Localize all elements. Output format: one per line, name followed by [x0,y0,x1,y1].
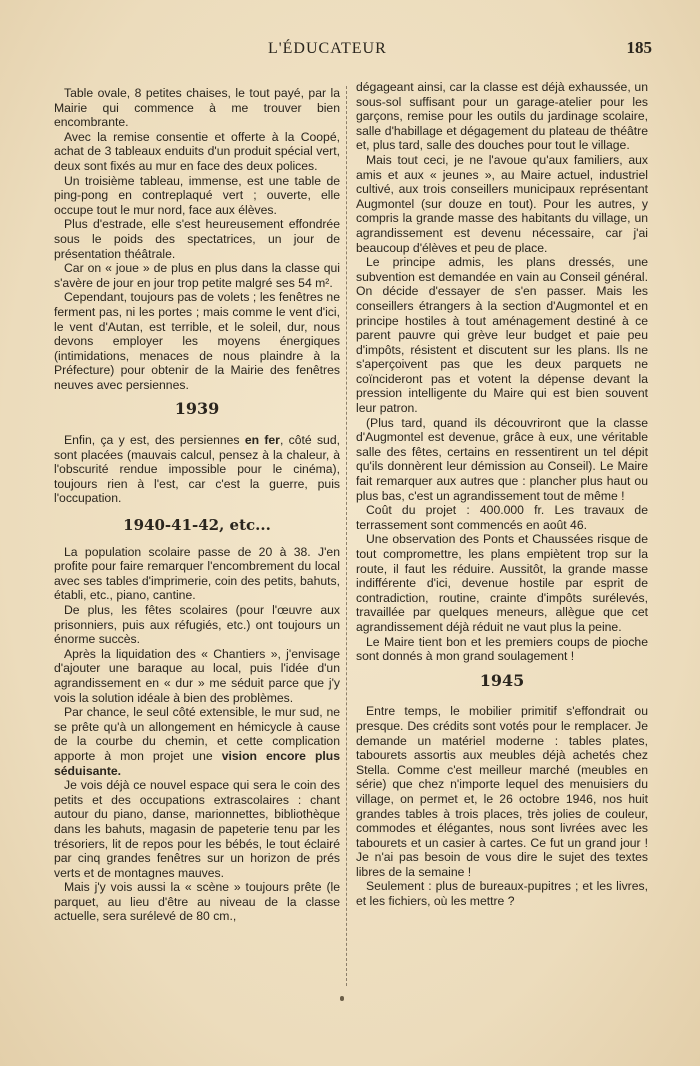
paragraph: Table ovale, 8 petites chaises, le tout payé, par la Mairie qui commence à me trouver bien encombrante. [54,86,340,130]
text-run: Par chance, le seul côté extensible, le mur sud, ne se prête qu'à un allongement en hémicycle à cause de la courbe du chemin, et cette complication apporte à mon projet une [54,705,340,763]
page-header [0,38,700,62]
paragraph: Entre temps, le mobilier primitif s'effondrait ou presque. Des crédits sont votés pour le remplacer. Je demande un matériel moderne : tables plates, tabourets assortis aux meubles déjà achetés chez Stella. Comme c'est meilleur marché (meubles en série) que chez n'importe lequel des menuisiers du village, on permet et, le 26 octobre 1946, nos huit grandes tables à trois places, très jolies de couleur, commodes et élégantes, nous sont livrées avec les tabourets et un casier à cartes. Ce fut un grand jour ! Je n'ai pas besoin de vous dire le sujet des textes libres de la semaine ! [356,704,648,879]
paragraph: dégageant ainsi, car la classe est déjà exhaussée, un sous-sol suffisant pour un garage-atelier pour les garçons, remise pour les outils du jardinage scolaire, salle d'habillage et dégagement du plateau de théâtre et, plus tard, salle des douches pour tout le village. [356,80,648,153]
ink-speck [340,996,344,1001]
paragraph: Après la liquidation des « Chantiers », j'envisage d'ajouter une baraque au local, puis l'idée d'un agrandissement en « dur » me séduit parce que j'y vois la solution idéale à bien des problèmes. [54,646,340,705]
paragraph: Seulement : plus de bureaux-pupitres ; et les livres, et les fichiers, où les mettre ? [356,879,648,909]
bold-text: vision encore plus séduisante. [54,748,341,778]
left-column [54,86,340,924]
paragraph: De plus, les fêtes scolaires (pour l'œuvre aux prisonniers, puis aux réfugiés, etc.) ont toujours un énorme succès. [54,603,340,647]
paragraph: Je vois déjà ce nouvel espace qui sera le coin des petits et des occupations extrascolaires : chant autour du piano, danse, marionnettes, bibliothèque dans les bahuts, magasin de papeterie tenu par les trésoriers, lit de repos pour les bébés, le tout éclairé par cinq grandes fenêtres sur un horizon de prés verts et de montagnes mauves. [54,778,340,880]
paragraph: La population scolaire passe de 20 à 38. J'en profite pour faire remarquer l'encombrement du local avec ses tables d'imprimerie, coin des petits, bahuts, établi, etc., piano, cantine. [54,544,340,603]
page-number: 185 [626,38,652,57]
paragraph: (Plus tard, quand ils découvriront que la classe d'Augmontel est devenue, grâce à eux, une véritable salle des fêtes, certains en ressentirent un tel dépit qu'ils donnèrent leur démission au Conseil). Le Maire fait remarquer aux autres que : plancher plus haut ou plus bas, c'est un agrandissement tout de même ! [356,415,648,503]
section-heading-1940: 1940-41-42, etc... [123,516,271,535]
paragraph: Avec la remise consentie et offerte à la Coopé, achat de 3 tableaux enduits d'un produit spécial vert, deux sont fixés au mur en face des deux polices. [54,129,340,173]
bold-text: en fer [244,433,280,448]
paragraph: Coût du projet : 400.000 fr. Les travaux de terrassement sont commencés en août 46. [356,503,648,532]
paragraph: Mais j'y vois aussi la « scène » toujours prête (le parquet, au lieu d'être au niveau de la classe actuelle, sera surélevé de 80 cm., [54,880,340,924]
text-run: , côté sud, sont placées (mauvais calcul, pensez à la chaleur, à l'obscurité rendue impossible pour le cinéma), toujours rien à l'est, car c'est la guerre, puis l'occupation. [54,433,340,506]
paragraph: Une observation des Ponts et Chaussées risque de tout compromettre, les plans empiètent trop sur la route, il faut les réduire. Aussitôt, la grande masse indifférente d'ici, devenue hostile par esprit de contradiction, routine, crainte d'impôts surélevés, travaillée par quelques meneurs, allègue que cet agrandissement déjà réduit ne vaut plus la peine. [356,532,648,634]
column-divider [346,86,347,986]
running-title: L'ÉDUCATEUR [268,40,387,57]
paragraph: Un troisième tableau, immense, est une table de ping-pong en contreplaqué vert ; ouverte, elle occupe tout le mur nord, face aux élèves. [54,173,340,217]
text-run: Enfin, ça y est, des persiennes [64,433,245,448]
paragraph: Cependant, toujours pas de volets ; les fenêtres ne ferment pas, ni les portes ; mais comme le vent d'ici, le vent d'Autan, est terrible, et le soleil, dur, nous devons employer les moyens énergiques (intimidations, menaces de nous plaindre à la Préfecture) pour obtenir de la Mairie des fenêtres neuves avec persiennes. [54,290,340,392]
paragraph: Car on « joue » de plus en plus dans la classe qui s'avère de jour en jour trop petite malgré ses 54 m². [54,261,340,290]
paragraph [54,705,340,778]
right-column [356,80,648,909]
paragraph: Mais tout ceci, je ne l'avoue qu'aux familiers, aux amis et aux « jeunes », au Maire actuel, industriel cultivé, aux trois conseillers municipaux représentant Augmontel (sur douze en tout). Pour les autres, y compris la grande masse des habitants du village, un agrandissement est devenu nécessaire, car j'ai beaucoup d'élèves et peu de place. [356,152,648,255]
paragraph: Plus d'estrade, elle s'est heureusement effondrée sous le poids des spectatrices, un jour de présentation théâtrale. [54,217,340,261]
paragraph: Le principe admis, les plans dressés, une subvention est demandée en vain au Conseil général. On décide d'essayer de s'en passer. Mais les conseillers étrangers à la section d'Augmontel et en principe hostiles à tout aménagement destiné à ce parent pauvre qui grève leur budget et paie peu d'impôts, résistent et discutent sur les plans. Ils ne s'aperçoivent pas que les deux parquets ne coïncideront pas et votent la dépense devant la pression intelligente du Maire qui est bien souvent leur patron. [356,255,648,416]
section-heading-1945: 1945 [479,670,525,690]
section-heading-1939: 1939 [174,399,220,419]
paragraph [54,433,340,506]
paragraph: Le Maire tient bon et les premiers coups de pioche sont donnés à mon grand soulagement ! [356,634,648,664]
